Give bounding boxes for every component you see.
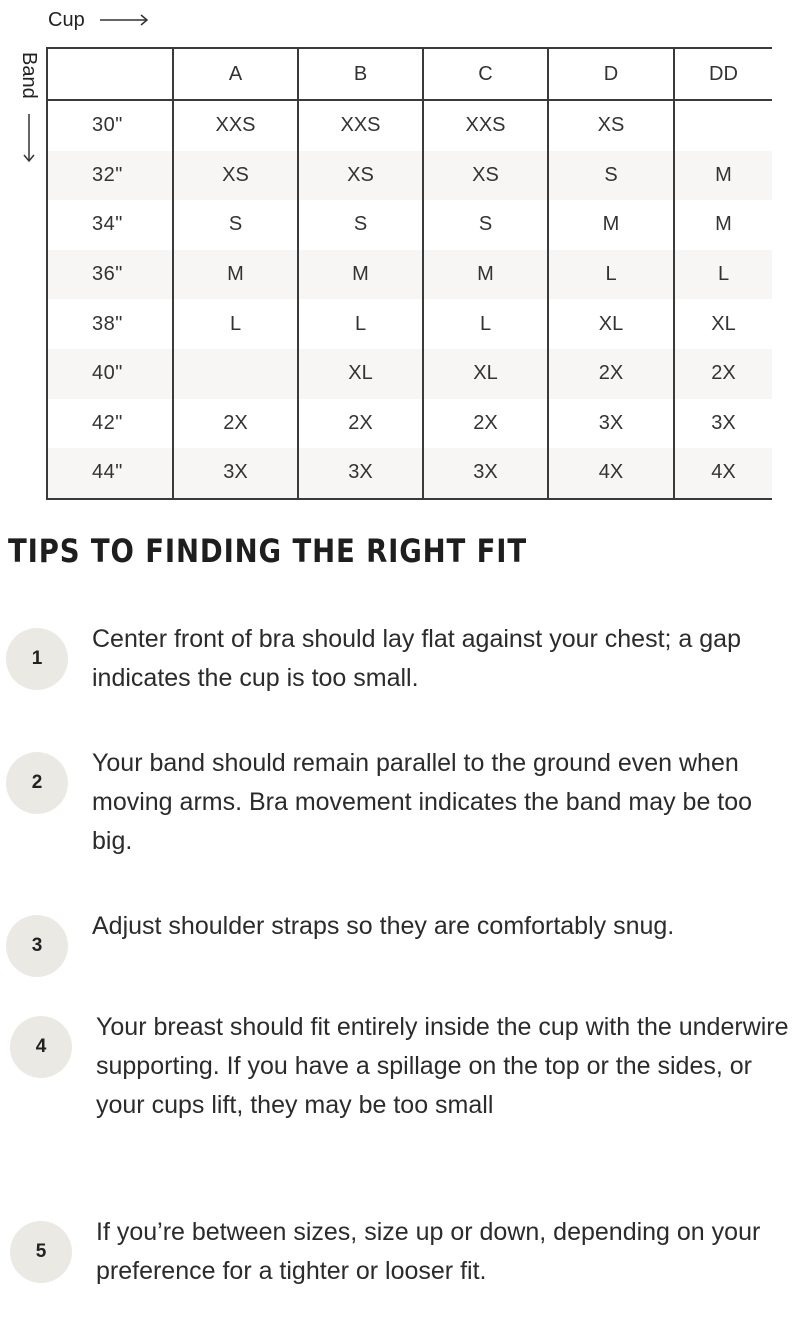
size-cell: S — [298, 200, 423, 250]
size-cell: L — [298, 299, 423, 349]
size-cell: M — [674, 151, 772, 201]
size-cell: 3X — [298, 448, 423, 499]
size-cell: L — [423, 299, 548, 349]
arrow-down-icon — [22, 113, 36, 163]
size-cell: 2X — [173, 399, 298, 449]
size-cell: M — [173, 250, 298, 300]
tip-number-badge: 3 — [6, 915, 68, 977]
size-cell: M — [715, 213, 732, 236]
size-cell: XS — [173, 151, 298, 201]
cup-header-dd: DD — [674, 48, 772, 100]
band-cell: 42" — [47, 399, 173, 449]
size-cell: 2X — [423, 399, 548, 449]
size-cell: XXS — [173, 100, 298, 151]
size-cell: XS — [423, 151, 548, 201]
arrow-right-icon — [99, 13, 149, 27]
size-cell: XL — [298, 349, 423, 399]
corner-cell — [47, 48, 173, 100]
size-cell: XXS — [423, 100, 548, 151]
cup-header-a: A — [173, 48, 298, 100]
size-cell: S — [548, 151, 674, 201]
tip-text: Center front of bra should lay flat against your chest; a gap indicates the cup is too small. — [92, 625, 741, 692]
size-cell: 2X — [298, 399, 423, 449]
tip-item — [6, 912, 796, 977]
table-row — [47, 100, 772, 151]
size-cell: 4X — [674, 448, 772, 499]
size-cell: 3X — [548, 399, 674, 449]
size-cell: XL — [711, 312, 736, 335]
size-cell: 3X — [711, 411, 736, 434]
cup-label: Cup — [48, 8, 85, 31]
band-cell: 32" — [47, 151, 173, 201]
cup-header-c: C — [423, 48, 548, 100]
tip-item — [6, 749, 796, 861]
cup-header-d: D — [548, 48, 674, 100]
tip-item — [6, 625, 786, 698]
tip-number-badge: 2 — [6, 752, 68, 814]
band-cell: 30" — [47, 100, 173, 151]
size-cell: L — [173, 299, 298, 349]
size-cell: XL — [548, 299, 674, 349]
table-row — [47, 151, 772, 201]
tip-text: Adjust shoulder straps so they are comfortably snug. — [92, 912, 675, 940]
size-cell — [173, 349, 298, 399]
size-cell: M — [548, 200, 674, 250]
size-cell: L — [674, 250, 772, 300]
tip-number-badge: 5 — [10, 1221, 72, 1283]
size-cell: L — [548, 250, 674, 300]
size-cell: M — [298, 250, 423, 300]
band-cell: 38" — [47, 299, 173, 349]
size-cell: 3X — [173, 448, 298, 499]
table-header-row — [47, 48, 772, 100]
size-cell: XS — [548, 100, 674, 151]
table-row — [47, 200, 772, 250]
size-cell: S — [423, 200, 548, 250]
size-cell: 3X — [423, 448, 548, 499]
tips-section-title: TIPS TO FINDING THE RIGHT FIT — [8, 532, 528, 570]
tip-text: Your breast should fit entirely inside the cup with the underwire supporting. If you have a spillage on the top or the sides, or your cups lift, they may be too small — [96, 1013, 789, 1119]
size-cell: M — [423, 250, 548, 300]
tip-number-badge: 4 — [10, 1016, 72, 1078]
size-cell: S — [173, 200, 298, 250]
tip-item — [10, 1013, 796, 1125]
tip-item — [10, 1218, 796, 1291]
size-chart-table — [46, 47, 772, 500]
tip-text: If you’re between sizes, size up or down, depending on your preference for a tighter or looser fit. — [96, 1218, 761, 1285]
tip-text: Your band should remain parallel to the ground even when moving arms. Bra movement indicates the band may be too big. — [92, 749, 753, 855]
band-cell: 40" — [47, 349, 173, 399]
band-axis-label — [12, 52, 46, 163]
table-row — [47, 448, 772, 499]
size-cell: XL — [423, 349, 548, 399]
cup-axis-label — [48, 6, 149, 34]
band-cell: 34" — [47, 200, 173, 250]
size-cell: 2X — [674, 349, 772, 399]
table-row — [47, 250, 772, 300]
cup-header-b: B — [298, 48, 423, 100]
size-cell: XS — [298, 151, 423, 201]
size-cell — [674, 100, 772, 151]
band-cell: 36" — [47, 250, 173, 300]
band-label: Band — [18, 52, 40, 99]
band-cell: 44" — [47, 448, 173, 499]
table-row — [47, 299, 772, 349]
size-cell: 2X — [548, 349, 674, 399]
tip-number-badge: 1 — [6, 628, 68, 690]
size-cell: XXS — [298, 100, 423, 151]
size-cell: 4X — [548, 448, 674, 499]
table-row — [47, 349, 772, 399]
table-row — [47, 399, 772, 449]
